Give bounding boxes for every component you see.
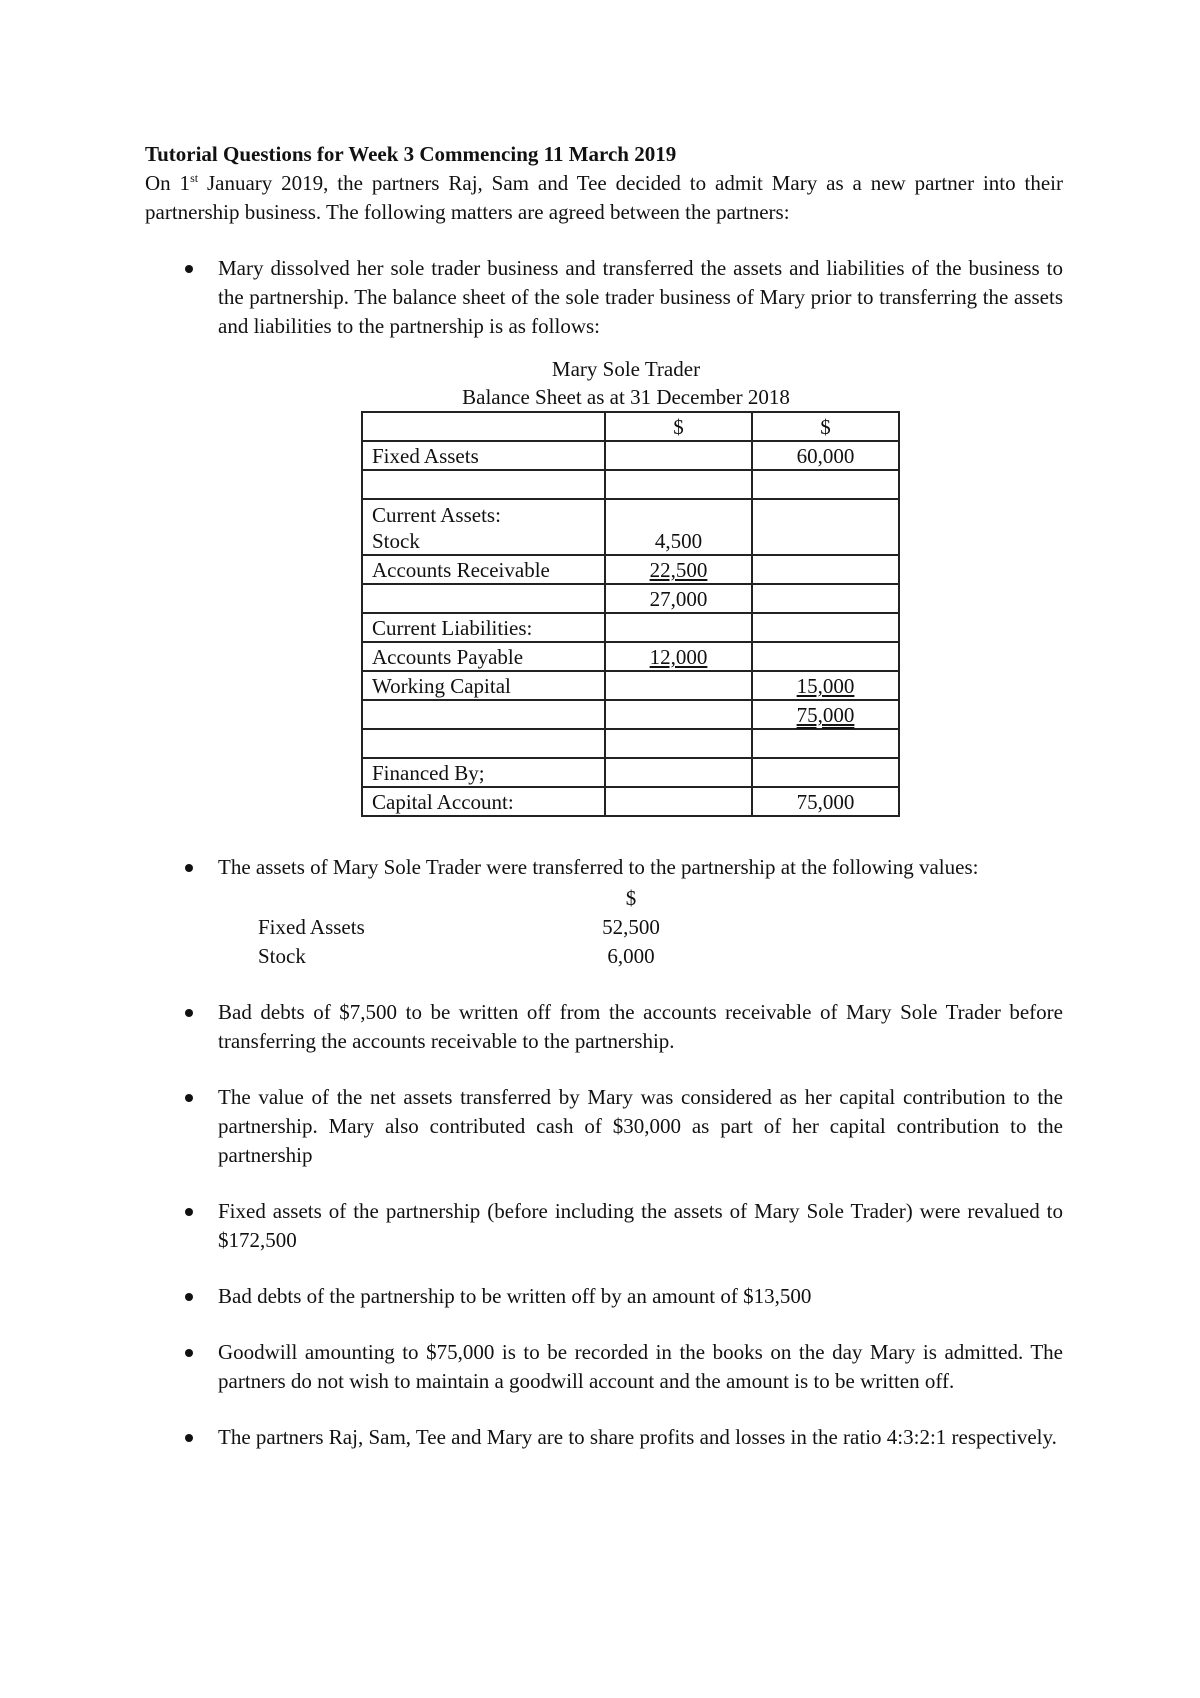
table-cell bbox=[752, 555, 899, 584]
table-cell-label bbox=[362, 499, 605, 555]
table-cell bbox=[752, 642, 899, 671]
table-row bbox=[362, 758, 899, 787]
bullet-text: The partners Raj, Sam, Tee and Mary are to share profits and losses in the ratio 4:3:2:1 respectively. bbox=[218, 1425, 1057, 1449]
bullet-icon bbox=[185, 1349, 193, 1357]
bullet-text: Mary dissolved her sole trader business and transferred the assets and liabilities of the business to the partnership. The balance sheet of the sole trader business of Mary prior to transferring the assets and liabilities to the partnership is as follows: bbox=[218, 256, 1063, 338]
balance-sheet-entity: Mary Sole Trader bbox=[551, 357, 701, 381]
bullet-list bbox=[145, 254, 1063, 1452]
list-item bbox=[258, 942, 1063, 971]
table-header-cell: $ bbox=[605, 412, 752, 441]
list-item bbox=[258, 913, 1063, 942]
table-cell-label bbox=[362, 584, 605, 613]
table-row bbox=[362, 441, 899, 470]
table-cell bbox=[752, 470, 899, 499]
bullet-item bbox=[145, 1083, 1063, 1170]
intro-text-rest: January 2019, the partners Raj, Sam and Tee decided to admit Mary as a new partner into their partnership business. The following matters are agreed between the partners: bbox=[145, 171, 1063, 224]
bullet-item bbox=[145, 1197, 1063, 1255]
bullet-icon bbox=[185, 1434, 193, 1442]
table-row bbox=[362, 671, 899, 700]
current-assets-c2 bbox=[615, 502, 742, 528]
table-cell-label: Financed By; bbox=[362, 758, 605, 787]
table-row bbox=[362, 499, 899, 555]
table-cell bbox=[605, 700, 752, 729]
table-cell: 60,000 bbox=[752, 441, 899, 470]
table-cell-label: Current Liabilities: bbox=[362, 613, 605, 642]
intro-paragraph bbox=[145, 169, 1063, 227]
bullet-icon bbox=[185, 1293, 193, 1301]
transfer-item-label: Stock bbox=[258, 944, 306, 968]
table-cell bbox=[605, 671, 752, 700]
stock-c3 bbox=[762, 528, 889, 554]
table-cell-label: Working Capital bbox=[362, 671, 605, 700]
intro-superscript: st bbox=[190, 171, 199, 185]
table-row bbox=[362, 613, 899, 642]
table-cell: 75,000 bbox=[752, 700, 899, 729]
table-cell-label bbox=[362, 729, 605, 758]
transfer-values bbox=[258, 884, 1063, 971]
table-cell: 75,000 bbox=[752, 787, 899, 816]
table-header-row bbox=[362, 412, 899, 441]
bullet-item bbox=[145, 1423, 1063, 1452]
bullet-text: Fixed assets of the partnership (before including the assets of Mary Sole Trader) were revalued to $172,500 bbox=[218, 1199, 1063, 1252]
table-row bbox=[362, 470, 899, 499]
bullet-item bbox=[145, 254, 1063, 341]
table-cell bbox=[752, 758, 899, 787]
table-cell-label bbox=[362, 700, 605, 729]
table-header-cell: $ bbox=[752, 412, 899, 441]
balance-sheet-heading bbox=[361, 355, 891, 411]
table-cell: 12,000 bbox=[605, 642, 752, 671]
bullet-icon bbox=[185, 1009, 193, 1017]
table-cell-label: Capital Account: bbox=[362, 787, 605, 816]
table-cell-label: Fixed Assets bbox=[362, 441, 605, 470]
bullet-item bbox=[145, 1338, 1063, 1396]
bullet-icon bbox=[185, 1208, 193, 1216]
table-header-cell bbox=[362, 412, 605, 441]
transfer-item-label: Fixed Assets bbox=[258, 915, 365, 939]
bullet-text: The value of the net assets transferred by Mary was considered as her capital contribution to the partnership. Mary also contributed cash of $30,000 as part of her capital contribution to the partnership bbox=[218, 1085, 1063, 1167]
bullet-item bbox=[145, 1282, 1063, 1311]
transfer-item-value: 52,500 bbox=[602, 915, 660, 939]
table-cell-label bbox=[362, 470, 605, 499]
document-title: Tutorial Questions for Week 3 Commencing 11 March 2019 bbox=[145, 142, 677, 166]
current-assets-heading: Current Assets: bbox=[372, 503, 501, 527]
stock-value: 4,500 bbox=[654, 529, 703, 553]
table-cell: 27,000 bbox=[605, 584, 752, 613]
table-cell bbox=[605, 787, 752, 816]
table-row bbox=[362, 700, 899, 729]
transfer-item-value: 6,000 bbox=[607, 944, 655, 968]
transfer-values-header bbox=[258, 884, 1063, 913]
balance-sheet-table bbox=[361, 411, 900, 817]
document-content bbox=[145, 140, 1063, 1479]
bullet-icon bbox=[185, 864, 193, 872]
table-cell: 15,000 bbox=[752, 671, 899, 700]
table-row bbox=[362, 787, 899, 816]
table-cell bbox=[605, 729, 752, 758]
table-cell bbox=[752, 729, 899, 758]
bullet-text: Bad debts of $7,500 to be written off from the accounts receivable of Mary Sole Trader before transferring the accounts receivable to the partnership. bbox=[218, 1000, 1063, 1053]
bullet-text: Goodwill amounting to $75,000 is to be recorded in the books on the day Mary is admitted. The partners do not wish to maintain a goodwill account and the amount is to be written off. bbox=[218, 1340, 1063, 1393]
table-row bbox=[362, 729, 899, 758]
table-row bbox=[362, 584, 899, 613]
currency-label: $ bbox=[625, 886, 637, 910]
table-cell bbox=[605, 613, 752, 642]
table-row bbox=[362, 642, 899, 671]
table-cell bbox=[752, 613, 899, 642]
bullet-item bbox=[145, 998, 1063, 1056]
table-cell bbox=[752, 499, 899, 555]
table-cell bbox=[605, 441, 752, 470]
bullet-icon bbox=[185, 265, 193, 273]
intro-text-start: On 1 bbox=[145, 171, 191, 195]
bullet-text: The assets of Mary Sole Trader were transferred to the partnership at the following values: bbox=[218, 855, 979, 879]
balance-sheet-date: Balance Sheet as at 31 December 2018 bbox=[462, 385, 790, 409]
bullet-icon bbox=[185, 1094, 193, 1102]
current-assets-c3 bbox=[762, 502, 889, 528]
table-cell: 22,500 bbox=[605, 555, 752, 584]
bullet-text: Bad debts of the partnership to be written off by an amount of $13,500 bbox=[218, 1284, 812, 1308]
table-cell-label: Accounts Receivable bbox=[362, 555, 605, 584]
table-row bbox=[362, 555, 899, 584]
bullet-item bbox=[145, 853, 1063, 882]
table-cell bbox=[752, 584, 899, 613]
table-cell bbox=[605, 758, 752, 787]
table-cell-label: Accounts Payable bbox=[362, 642, 605, 671]
table-cell bbox=[605, 499, 752, 555]
stock-label: Stock bbox=[372, 529, 420, 553]
table-cell bbox=[605, 470, 752, 499]
